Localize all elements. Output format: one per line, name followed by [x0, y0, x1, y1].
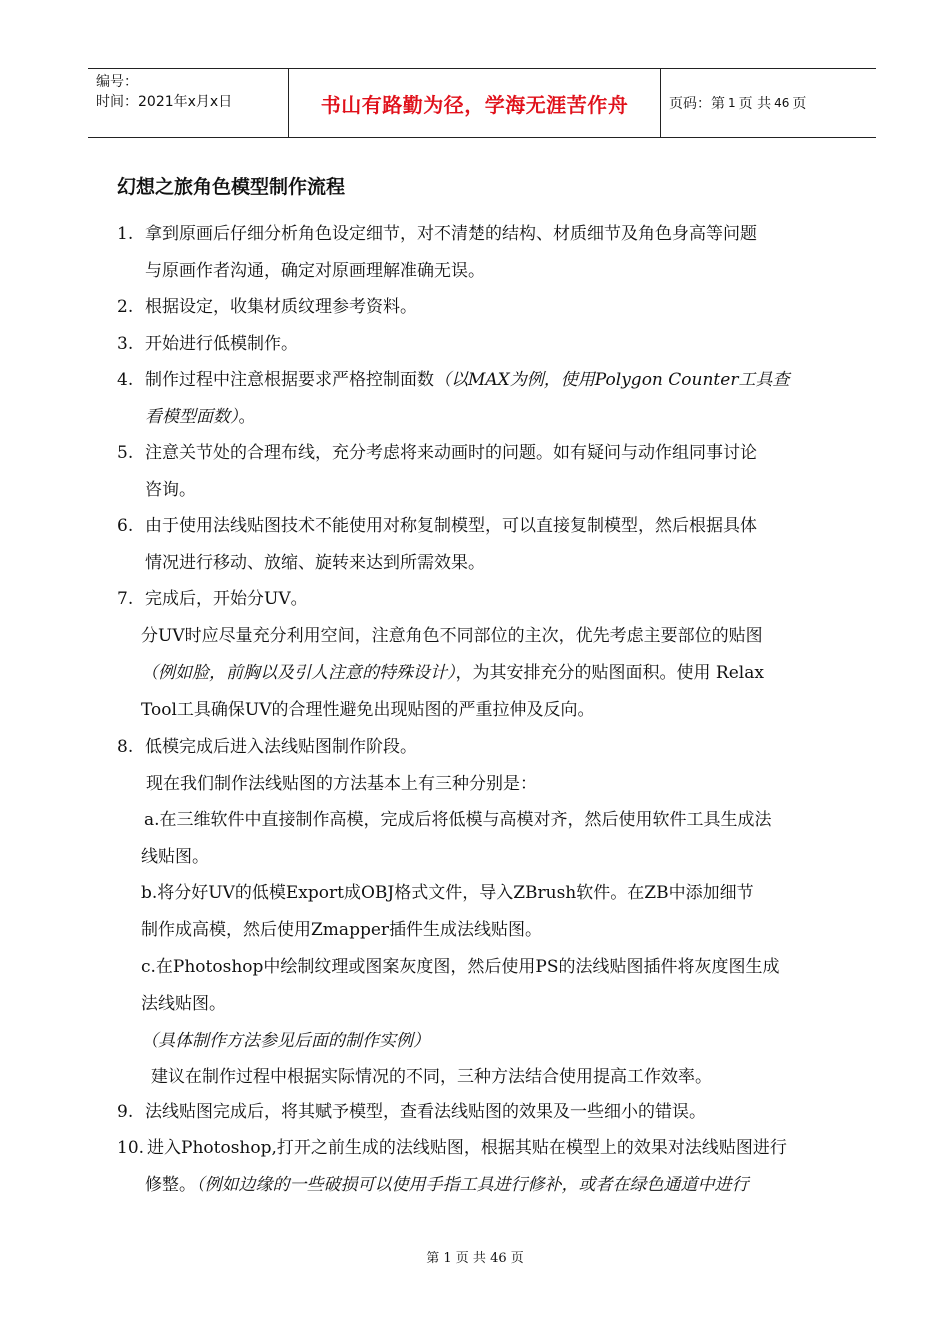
paragraph-line: [145, 369, 789, 391]
item-number: 4.: [117, 370, 134, 390]
header-meta: [88, 69, 288, 137]
text-normal: 制作过程中注意根据要求严格控制面数: [145, 370, 434, 390]
paragraph-line: [141, 662, 764, 684]
text-italic: （例如脸，前胸以及引人注意的特殊设计）: [141, 663, 456, 683]
item-number: 10.: [117, 1138, 145, 1158]
text-normal: 。: [238, 407, 256, 427]
footer-current-page: 1: [443, 1251, 452, 1266]
document-number-label: 编号：: [96, 74, 138, 90]
item-number: 1.: [117, 224, 134, 244]
paragraph-line: 分UV时应尽量充分利用空间，注意角色不同部位的主次，优先考虑主要部位的贴图: [141, 626, 763, 646]
paragraph-line: 注意关节处的合理布线，充分考虑将来动画时的问题。如有疑问与动作组同事讨论: [145, 443, 757, 463]
footer-total-pages: 46: [490, 1251, 507, 1266]
paragraph-line: 进入Photoshop,打开之前生成的法线贴图，根据其贴在模型上的效果对法线贴图进行: [147, 1138, 787, 1158]
paragraph-line: 由于使用法线贴图技术不能使用对称复制模型，可以直接复制模型，然后根据具体: [145, 516, 757, 536]
page-total: 46: [774, 96, 790, 110]
page-footer: [0, 1247, 950, 1266]
paragraph-line: 根据设定，收集材质纹理参考资料。: [145, 297, 417, 317]
header-motto-cell: [288, 69, 661, 137]
text-italic: （以MAX为例，使用Polygon Counter工具查: [434, 370, 790, 390]
paragraph-line: 建议在制作过程中根据实际情况的不同，三种方法结合使用提高工作效率。: [151, 1067, 712, 1087]
paragraph-line: 拿到原画后仔细分析角色设定细节，对不清楚的结构、材质细节及角色身高等问题: [145, 224, 757, 244]
paragraph-line: 与原画作者沟通，确定对原画理解准确无误。: [145, 261, 485, 281]
document-time-label: 时间：2021年x月x日: [96, 94, 233, 110]
page-suffix: 页: [792, 96, 807, 112]
text-normal: ，为其安排充分的贴图面积。使用 Relax: [455, 663, 764, 683]
text-italic: 看模型面数）: [145, 407, 239, 427]
text-normal: 修整。: [145, 1175, 196, 1195]
paragraph-line: 完成后，开始分UV。: [145, 589, 308, 609]
header-table: [88, 68, 876, 138]
paragraph-line: [145, 1174, 749, 1196]
item-number: 3.: [117, 334, 134, 354]
page-mid: 页 共: [738, 96, 772, 112]
item-number: 6.: [117, 516, 134, 536]
paragraph-line: 咨询。: [145, 480, 196, 500]
footer-prefix: 第: [426, 1251, 440, 1266]
item-number: 8.: [117, 737, 134, 757]
page-prefix: 页码：第: [669, 96, 725, 112]
paragraph-line: 开始进行低模制作。: [145, 334, 298, 354]
document-title: 幻想之旅角色模型制作流程: [117, 176, 346, 198]
item-number: 2.: [117, 297, 134, 317]
paragraph-line: a.在三维软件中直接制作高模，完成后将低模与高模对齐，然后使用软件工具生成法: [144, 810, 772, 830]
paragraph-line: Tool工具确保UV的合理性避免出现贴图的严重拉伸及反向。: [141, 700, 595, 720]
text-italic: （例如边缘的一些破损可以使用手指工具进行修补，或者在绿色通道中进行: [196, 1175, 749, 1195]
paragraph-line-italic: （具体制作方法参见后面的制作实例）: [141, 1031, 430, 1051]
page-current: 1: [728, 96, 736, 110]
footer-mid: 页 共: [455, 1251, 486, 1266]
paragraph-line: 制作成高模，然后使用Zmapper插件生成法线贴图。: [141, 920, 543, 940]
item-number: 5.: [117, 443, 134, 463]
header-page-info: [661, 69, 876, 137]
item-number: 7.: [117, 589, 134, 609]
paragraph-line: 线贴图。: [141, 847, 209, 867]
item-number: 9.: [117, 1102, 134, 1122]
paragraph-line: c.在Photoshop中绘制纹理或图案灰度图，然后使用PS的法线贴图插件将灰度图生成: [141, 957, 780, 977]
paragraph-line: 法线贴图完成后，将其赋予模型，查看法线贴图的效果及一些细小的错误。: [145, 1102, 706, 1122]
footer-suffix: 页: [510, 1251, 524, 1266]
paragraph-line: b.将分好UV的低模Export成OBJ格式文件，导入ZBrush软件。在ZB中添加细节: [141, 883, 754, 903]
paragraph-line: 现在我们制作法线贴图的方法基本上有三种分别是：: [146, 774, 537, 794]
header-motto: 书山有路勤为径，学海无涯苦作舟: [320, 92, 629, 117]
paragraph-line: 法线贴图。: [141, 994, 226, 1014]
paragraph-line: 低模完成后进入法线贴图制作阶段。: [145, 737, 417, 757]
paragraph-line: 情况进行移动、放缩、旋转来达到所需效果。: [145, 553, 485, 573]
paragraph-line: [145, 406, 256, 428]
